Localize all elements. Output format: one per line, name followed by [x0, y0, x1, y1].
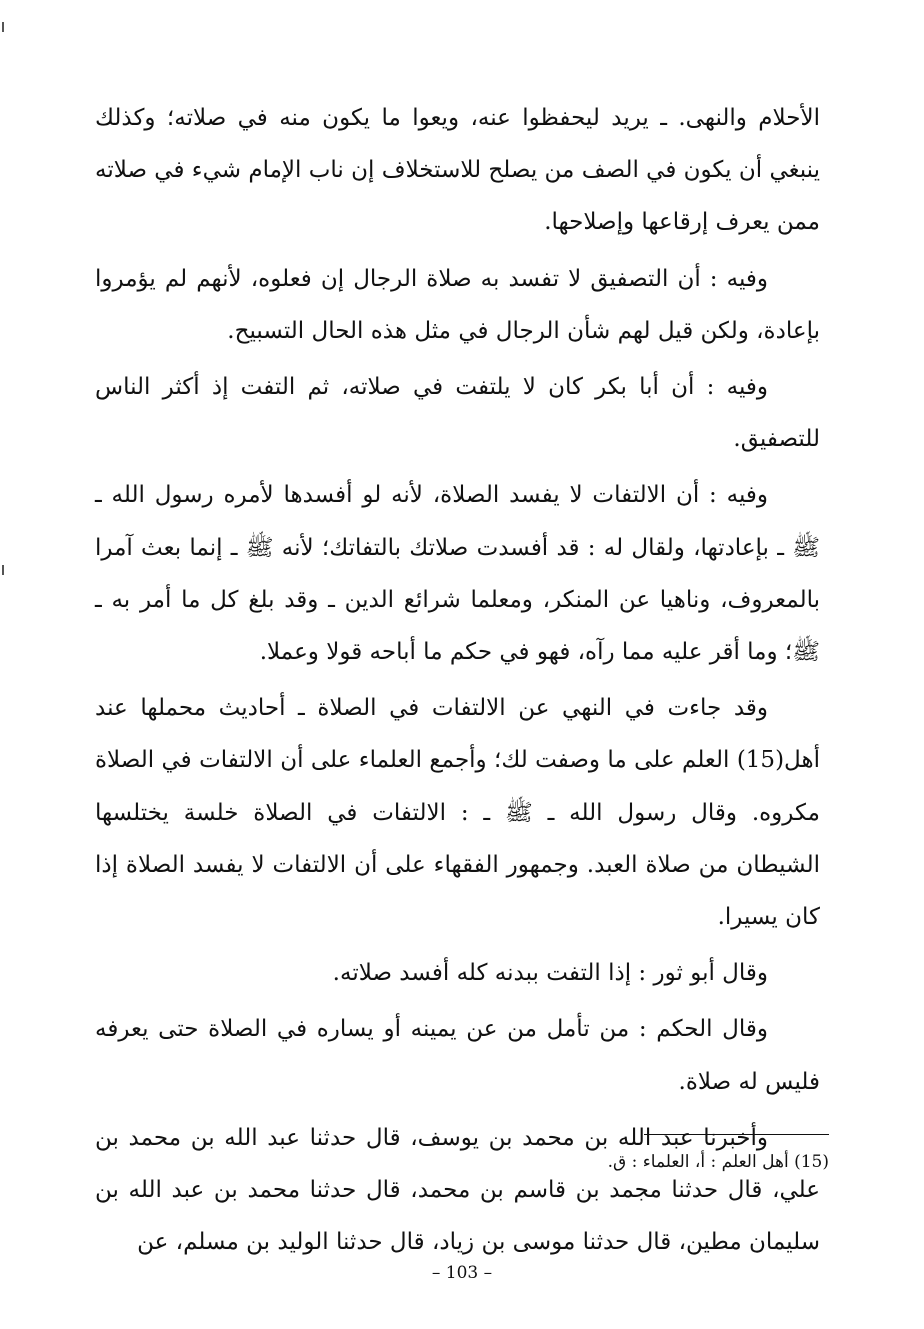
scan-mark: [2, 565, 4, 575]
page-number: – 103 –: [431, 1263, 493, 1283]
paragraph: وأخبرنا عبد الله بن محمد بن يوسف، قال حدثنا عبد الله بن محمد بن علي، قال حدثنا مجمد بن قاسم بن محمد، قال حدثنا محمد بن عبد الله بن سليمان مطين، قال حدثنا موسى بن زياد، قال حدثنا الوليد بن مسلم، عن: [95, 1124, 820, 1256]
paragraph: وقال الحكم : من تأمل من عن يمينه أو يساره في الصلاة حتى يعرفه فليس له صلاة.: [95, 1016, 820, 1095]
paragraph: الأحلام والنهى. ـ يريد ليحفظوا عنه، ويعوا ما يكون منه في صلاته؛ وكذلك ينبغي أن يكون في الصف من يصلح للاستخلاف إن ناب الإمام شيء في صلاته ممن يعرف إرقاعها وإصلاحها.: [95, 105, 820, 236]
paragraph: وقال أبو ثور : إذا التفت ببدنه كله أفسد صلاته.: [332, 960, 768, 987]
footnote-divider: [644, 1134, 829, 1135]
footnote: (15) أهل العلم : أ، العلماء : ق.: [607, 1152, 829, 1172]
main-text: [95, 92, 820, 1272]
paragraph: وفيه : أن التصفيق لا تفسد به صلاة الرجال إن فعلوه، لأنهم لم يؤمروا بإعادة، ولكن قيل لهم شأن الرجال في مثل هذه الحال التسبيح.: [95, 265, 820, 344]
scan-mark: [2, 22, 4, 32]
paragraph: وقد جاءت في النهي عن الالتفات في الصلاة ـ أحاديث محملها عند أهل(15) العلم على ما وصفت لك؛ وأجمع العلماء على أن الالتفات في الصلاة مكروه. وقال رسول الله ـ ﷺ ـ : الالتفات في الصلاة خلسة يختلسها الشيطان من صلاة العبد. وجمهور الفقهاء على أن الالتفات لا يفسد الصلاة إذا كان يسيرا.: [95, 695, 820, 931]
paragraph: وفيه : أن الالتفات لا يفسد الصلاة، لأنه لو أفسدها لأمره رسول الله ـ ﷺ ـ بإعادتها، ولقال له : قد أفسدت صلاتك بالتفاتك؛ لأنه ﷺ ـ إنما بعث آمرا بالمعروف، وناهيا عن المنكر، ومعلما شرائع الدين ـ وقد بلغ كل ما أمر به ـ ﷺ؛ وما أقر عليه مما رآه، فهو في حكم ما أباحه قولا وعملا.: [95, 482, 820, 666]
paragraph: وفيه : أن أبا بكر كان لا يلتفت في صلاته، ثم التفت إذ أكثر الناس للتصفيق.: [95, 374, 820, 453]
